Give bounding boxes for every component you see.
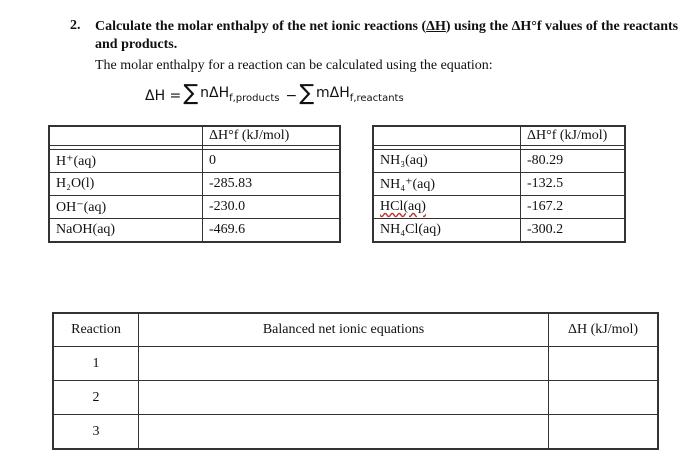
species-cell: NaOH(aq) (49, 219, 203, 243)
equation-minus: − (285, 88, 298, 104)
species-cell: NH₄Cl(aq) (373, 219, 521, 243)
enthalpy-table-left (48, 125, 341, 243)
value-cell: -285.83 (203, 173, 341, 196)
question-text-before: Calculate the molar enthalpy of the net ionic reactions ( (95, 19, 427, 34)
species-cell: NH₄⁺(aq) (373, 173, 521, 196)
enthalpy-table-right (372, 125, 626, 243)
sigma-symbol: ∑ (183, 81, 199, 106)
reaction-number: 3 (53, 415, 139, 450)
reaction-header: Reaction (53, 313, 139, 347)
delta-h-input-cell[interactable] (549, 415, 659, 450)
species-cell: HCl(aq) (373, 196, 521, 219)
equation-input-cell[interactable] (139, 381, 549, 415)
reaction-number: 2 (53, 381, 139, 415)
table-row (53, 381, 658, 415)
equation-intro: The molar enthalpy for a reaction can be calculated using the equation: (95, 58, 493, 73)
table-row (49, 150, 340, 173)
delta-h-input-cell[interactable] (549, 347, 659, 381)
species-cell: H⁺(aq) (49, 150, 203, 173)
value-cell: 0 (203, 150, 341, 173)
equations-header: Balanced net ionic equations (139, 313, 549, 347)
table-row (373, 196, 625, 219)
value-cell: -132.5 (521, 173, 626, 196)
table-header: ΔH°f (kJ/mol) (521, 126, 626, 146)
table-cell (373, 126, 521, 146)
table-cell (49, 126, 203, 146)
table-row (53, 347, 658, 381)
reactions-table (52, 312, 659, 450)
table-header-row (373, 126, 625, 146)
table-row (53, 415, 658, 450)
delta-h-term: ΔH (426, 19, 446, 34)
table-header: ΔH°f (kJ/mol) (203, 126, 341, 146)
species-cell: NH₃(aq) (373, 150, 521, 173)
value-cell: -230.0 (203, 196, 341, 219)
equation-term-reactants: mΔH$_{f,reactants}$ (316, 85, 404, 104)
equation-input-cell[interactable] (139, 415, 549, 450)
table-row (373, 150, 625, 173)
table-header-row (53, 313, 658, 347)
table-row (373, 173, 625, 196)
table-row (49, 173, 340, 196)
species-cell: OH⁻(aq) (49, 196, 203, 219)
equation-lhs: ΔH = (145, 88, 182, 104)
equation-input-cell[interactable] (139, 347, 549, 381)
sigma-symbol-2: ∑ (299, 81, 315, 106)
enthalpy-equation (145, 81, 404, 106)
delta-h-input-cell[interactable] (549, 381, 659, 415)
table-row (373, 219, 625, 243)
value-cell: -167.2 (521, 196, 626, 219)
question-text-after: ) using the ΔH°f values of the reactants and products. (95, 19, 679, 52)
table-header-row (49, 126, 340, 146)
value-cell: -300.2 (521, 219, 626, 243)
reaction-number: 1 (53, 347, 139, 381)
question-text (95, 18, 685, 54)
table-row (49, 219, 340, 243)
value-cell: -80.29 (521, 150, 626, 173)
equation-term-products: nΔH$_{f,products}$ (200, 85, 280, 104)
table-row (49, 196, 340, 219)
species-cell: H₂O(l) (49, 173, 203, 196)
delta-h-header: ΔH (kJ/mol) (549, 313, 659, 347)
value-cell: -469.6 (203, 219, 341, 243)
question-number: 2. (70, 18, 81, 33)
